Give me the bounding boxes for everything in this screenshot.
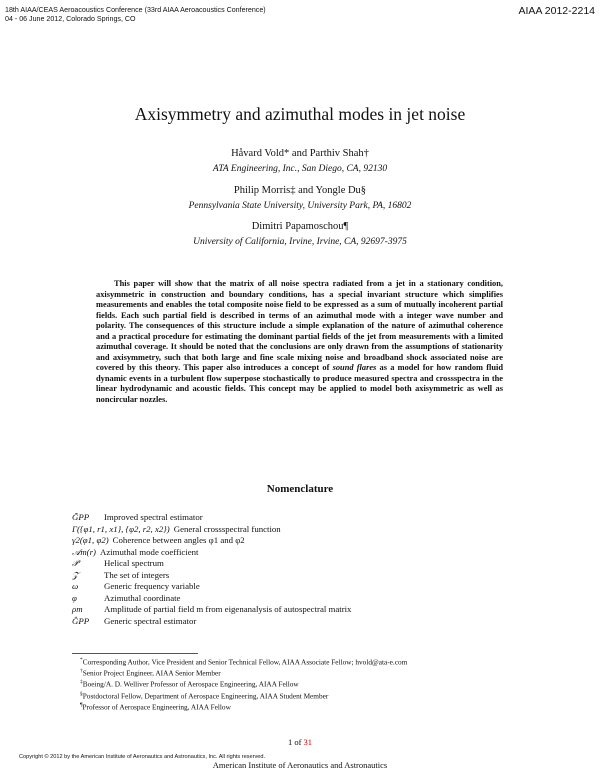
nomenclature-description: Generic frequency variable: [104, 581, 200, 591]
author-line-3: Dimitri Papamoschou¶: [251, 221, 349, 232]
nomenclature-symbol: ω: [72, 581, 79, 591]
footnote-mark: *: [80, 657, 83, 663]
nomenclature-symbol: Γ({φ1, r1, x1}, {φ2, r2, x2}): [72, 523, 170, 534]
footnote: [80, 700, 540, 711]
conference-name: 18th AIAA/CEAS Aeroacoustics Conference (33rd AIAA Aeroacoustics Conference): [5, 6, 266, 14]
nomenclature-entry: [72, 581, 542, 593]
footnote-mark: §: [80, 690, 83, 697]
footnote-mark: †: [80, 668, 83, 675]
nomenclature-entry: [72, 616, 542, 628]
footnote-text: Senior Project Engineer, AIAA Senior Member: [82, 668, 221, 678]
page-number: [0, 737, 600, 747]
footnote: [80, 689, 540, 700]
nomenclature-symbol: 𝒫: [72, 558, 79, 568]
nomenclature-entry: [72, 604, 542, 616]
conference-date-location: 04 - 06 June 2012, Colorado Springs, CO: [5, 15, 136, 23]
footnote: [80, 655, 540, 666]
conference-header: [5, 6, 266, 24]
abstract: [96, 279, 503, 405]
nomenclature-heading: Nomenclature: [266, 483, 334, 495]
nomenclature-entry: [72, 593, 542, 605]
nomenclature-entry: [72, 512, 542, 524]
affiliation-3: University of California, Irvine, Irvine, CA, 92697-3975: [193, 237, 407, 247]
nomenclature-description: Azimuthal mode coefficient: [99, 546, 199, 557]
nomenclature-symbol: 𝒵: [72, 569, 79, 580]
nomenclature-description: Amplitude of partial field m from eigenanalysis of autospectral matrix: [104, 604, 352, 614]
copyright-notice: Copyright © 2012 by the American Institute of Aeronautics and Astronautics, Inc. All rights reserved.: [19, 754, 266, 760]
footnote-mark: ‡: [80, 679, 83, 686]
nomenclature-entry: [72, 535, 542, 547]
nomenclature-symbol: φ: [72, 592, 77, 603]
footnote-divider: [72, 653, 198, 654]
abstract-text-part-2: as a model for how random fluid dynamic events in a turbulent flow superpose stochastically to produce measured spectra and crossspectra in the linear hydrodynamic and acoustic fields. This concept may be applied to model both axisymmetric as well as noncircular nozzles.: [96, 363, 503, 404]
organization-name: American Institute of Aeronautics and Astronautics: [212, 760, 388, 770]
paper-title: Axisymmetry and azimuthal modes in jet noise: [134, 104, 466, 124]
paper-number: AIAA 2012-2214: [518, 5, 595, 17]
nomenclature-symbol: ĜPP: [72, 615, 90, 626]
abstract-text-part-1: This paper will show that the matrix of all noise spectra radiated from a jet in a stationary condition, axisymmetric in construction and boundary conditions, has a special invariant structure which simplifies measurements and enables the total composite noise field to be expressed as a sum of mutually incoherent partial fields. Each such partial field is described in terms of an azimuthal mode with a integer wave number and polarity. The consequences of this structure include a simple explanation of the nature of azimuthal coherence and a practical procedure for estimating the dominant partial fields of the jet from measurements with a limited azimuthal coverage. It should be noted that the conclusions are only drawn from the assumptions of stationarity and axisymmetry, such that both large and fine scale mixing noise and broadband shock associated noise are covered by this theory. This paper also introduces a concept of: [96, 279, 503, 372]
affiliation-1: ATA Engineering, Inc., San Diego, CA, 92130: [212, 164, 388, 174]
nomenclature-symbol: 𝒜m(r): [72, 546, 96, 557]
footnote-text: Boeing/A. D. Welliver Professor of Aerospace Engineering, AIAA Fellow: [82, 679, 299, 689]
footnote-mark: ¶: [80, 701, 83, 708]
nomenclature-description: General crossspectral function: [173, 523, 281, 534]
nomenclature-description: Azimuthal coordinate: [104, 592, 181, 603]
nomenclature-description: Helical spectrum: [104, 558, 164, 568]
author-line-1: Håvard Vold* and Parthiv Shah†: [231, 148, 369, 159]
footnotes: [80, 655, 540, 711]
abstract-emphasis: sound flares: [332, 363, 377, 372]
footnote-text: Postdoctoral Fellow, Department of Aerospace Engineering, AIAA Student Member: [82, 690, 329, 700]
author-line-2: Philip Morris‡ and Yongle Du§: [233, 185, 367, 196]
nomenclature-entry: [72, 570, 542, 582]
nomenclature-description: Improved spectral estimator: [104, 512, 203, 522]
nomenclature-list: [72, 512, 542, 627]
page-total-link[interactable]: 31: [303, 737, 313, 747]
nomenclature-symbol: ρm: [72, 604, 83, 614]
nomenclature-entry: [72, 524, 542, 536]
nomenclature-symbol: γ2(φ1, φ2): [72, 535, 109, 545]
nomenclature-description: Generic spectral estimator: [104, 615, 197, 626]
nomenclature-entry: [72, 558, 542, 570]
nomenclature-symbol: G̃PP: [72, 512, 90, 522]
footnote: [80, 666, 540, 677]
page-current: 1: [287, 737, 293, 747]
nomenclature-description: The set of integers: [104, 569, 170, 580]
footnote-text: Professor of Aerospace Engineering, AIAA Fellow: [82, 702, 231, 712]
affiliation-2: Pennsylvania State University, University Park, PA, 16802: [188, 201, 412, 211]
page-of: of: [294, 737, 302, 747]
footnote: [80, 677, 540, 688]
nomenclature-entry: [72, 547, 542, 559]
nomenclature-description: Coherence between angles φ1 and φ2: [112, 535, 245, 545]
footnote-text: Corresponding Author, Vice President and Senior Technical Fellow, AIAA Associate Fellow; hvold@ata-e.com: [82, 657, 408, 667]
